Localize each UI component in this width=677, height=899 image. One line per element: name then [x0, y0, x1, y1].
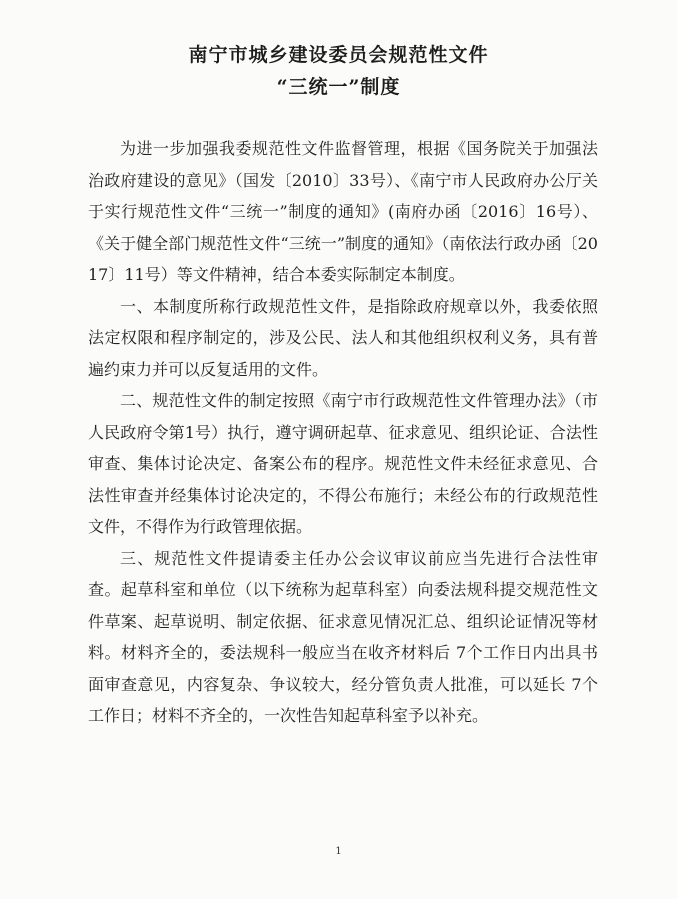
- paragraph-article-1: 一、本制度所称行政规范性文件，是指除政府规章以外，我委依照法定权限和程序制定的，涉及公民、法人和其他组织权利义务，具有普遍约束力并可以反复适用的文件。: [88, 296, 598, 379]
- paragraph-article-2: 二、规范性文件的制定按照《南宁市行政规范性文件管理办法》（市人民政府令第1号）执行，遵守调研起草、征求意见、组织论证、合法性审查、集体讨论决定、备案公布的程序。规范性文件未经征求意见、合法性审查并经集体讨论决定的，不得公布施行；未经公布的行政规范性文件，不得作为行政管理依据。: [88, 391, 598, 536]
- page-number: 1: [335, 846, 342, 857]
- document-body: [88, 133, 598, 732]
- paragraph-preamble: 为进一步加强我委规范性文件监督管理，根据《国务院关于加强法治政府建设的意见》（国发〔2010〕33号）、《南宁市人民政府办公厅关于实行规范性文件“三统一”制度的通知》(南府办函〔2016〕16号）、《关于健全部门规范性文件“三统一”制度的通知》（南依法行政办函〔2017〕11号）等文件精神，结合本委实际制定本制度。: [88, 139, 598, 284]
- document-title: 南宁市城乡建设委员会规范性文件: [188, 44, 489, 66]
- document-subtitle: “三统一”制度: [276, 76, 401, 98]
- paragraph-article-3: 三、规范性文件提请委主任办公会议审议前应当先进行合法性审查。起草科室和单位（以下统称为起草科室）向委法规科提交规范性文件草案、起草说明、制定依据、征求意见情况汇总、组织论证情况等材料。材料齐全的，委法规科一般应当在收齐材料后 7个工作日内出具书面审查意见，内容复杂、争议较大，经分管负责人批准，可以延长 7个工作日；材料不齐全的，一次性告知起草科室予以补充。: [88, 548, 598, 725]
